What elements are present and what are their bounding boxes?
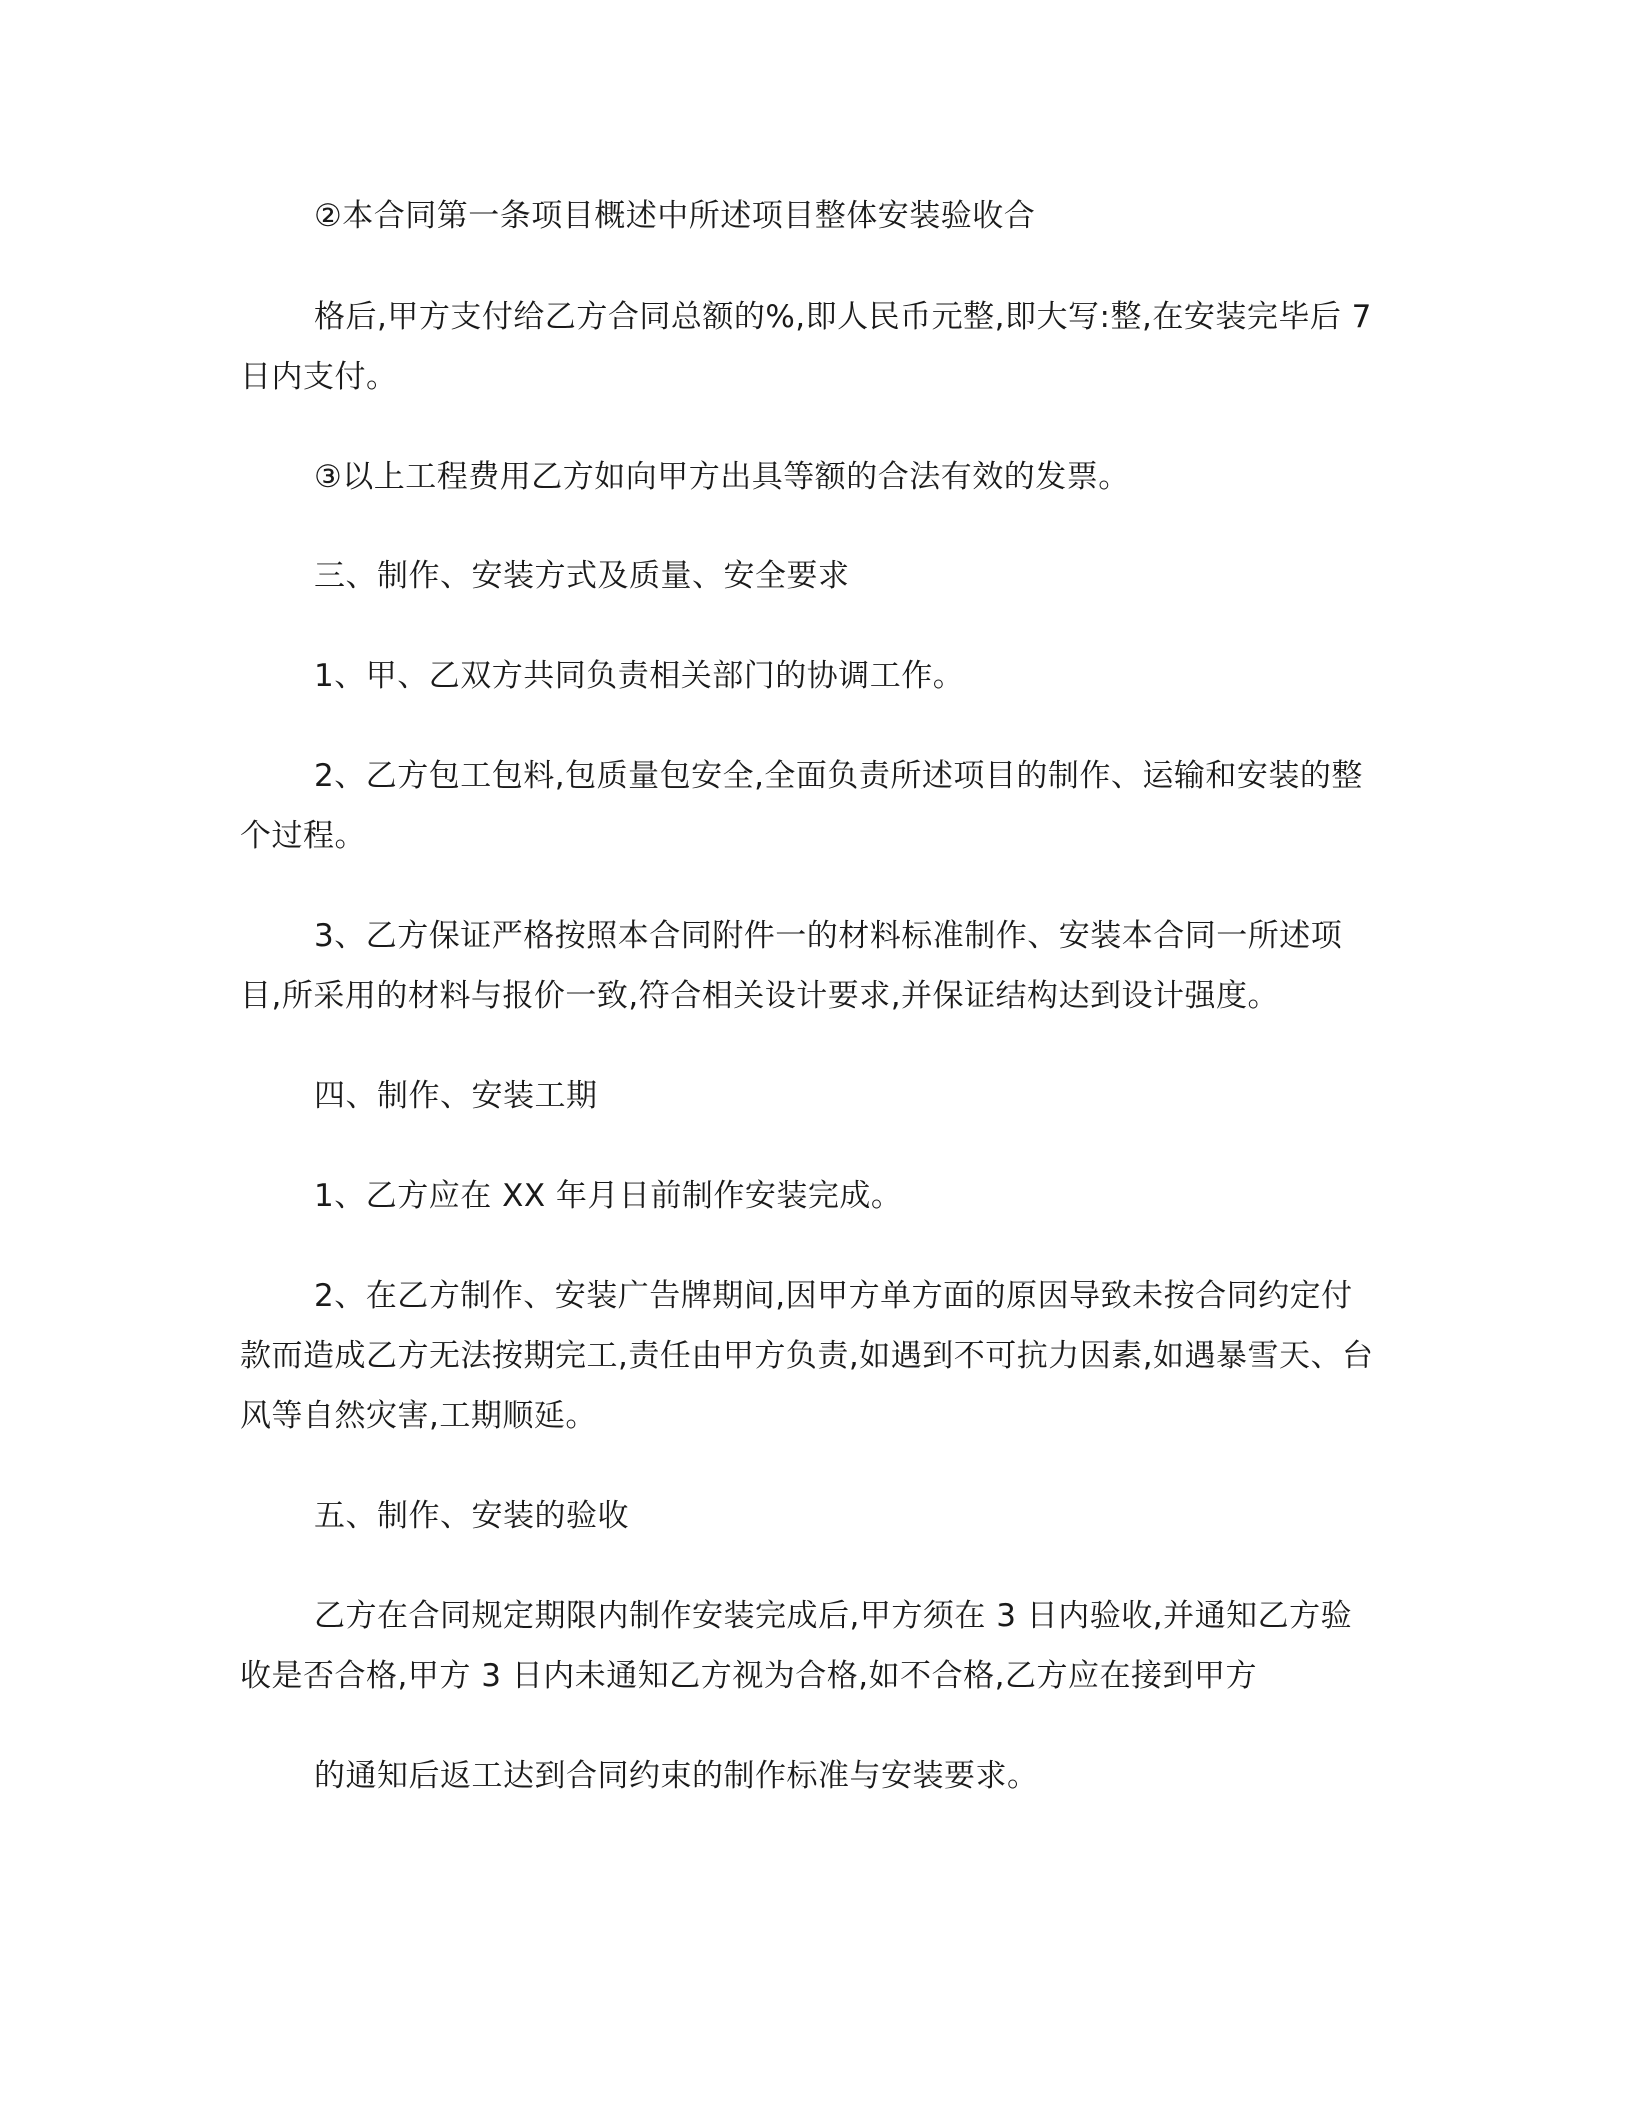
section-3-item-3-line-1: 3、乙方保证严格按照本合同附件一的材料标准制作、安装本合同一所述项 xyxy=(314,918,1343,954)
section-4-item-2-line-3: 风等自然灾害,工期顺延。 xyxy=(240,1398,597,1434)
payment-clause-3: ③以上工程费用乙方如向甲方出具等额的合法有效的发票。 xyxy=(314,459,1130,495)
section-4-item-1: 1、乙方应在 XX 年月日前制作安装完成。 xyxy=(314,1178,903,1214)
payment-clause-2-line-1: ②本合同第一条项目概述中所述项目整体安装验收合 xyxy=(314,198,1036,234)
section-5-heading: 五、制作、安装的验收 xyxy=(314,1498,629,1534)
payment-clause-2-line-3: 日内支付。 xyxy=(240,359,398,395)
section-5-body-line-1: 乙方在合同规定期限内制作安装完成后,甲方须在 3 日内验收,并通知乙方验 xyxy=(314,1598,1353,1634)
payment-clause-2-line-2: 格后,甲方支付给乙方合同总额的%,即人民币元整,即大写:整,在安装完毕后 7 xyxy=(314,299,1372,335)
section-3-heading: 三、制作、安装方式及质量、安全要求 xyxy=(314,558,850,594)
section-3-item-2-line-2: 个过程。 xyxy=(240,818,366,854)
section-3-item-3-line-2: 目,所采用的材料与报价一致,符合相关设计要求,并保证结构达到设计强度。 xyxy=(240,978,1280,1014)
section-3-item-1: 1、甲、乙双方共同负责相关部门的协调工作。 xyxy=(314,658,965,694)
section-3-item-2-line-1: 2、乙方包工包料,包质量包安全,全面负责所述项目的制作、运输和安装的整 xyxy=(314,758,1363,794)
section-5-body-line-3: 的通知后返工达到合同约束的制作标准与安装要求。 xyxy=(314,1758,1039,1794)
section-4-heading: 四、制作、安装工期 xyxy=(314,1078,598,1114)
section-5-body-line-2: 收是否合格,甲方 3 日内未通知乙方视为合格,如不合格,乙方应在接到甲方 xyxy=(240,1658,1257,1694)
section-4-item-2-line-2: 款而造成乙方无法按期完工,责任由甲方负责,如遇到不可抗力因素,如遇暴雪天、台 xyxy=(240,1338,1374,1374)
section-4-item-2-line-1: 2、在乙方制作、安装广告牌期间,因甲方单方面的原因导致未按合同约定付 xyxy=(314,1278,1353,1314)
